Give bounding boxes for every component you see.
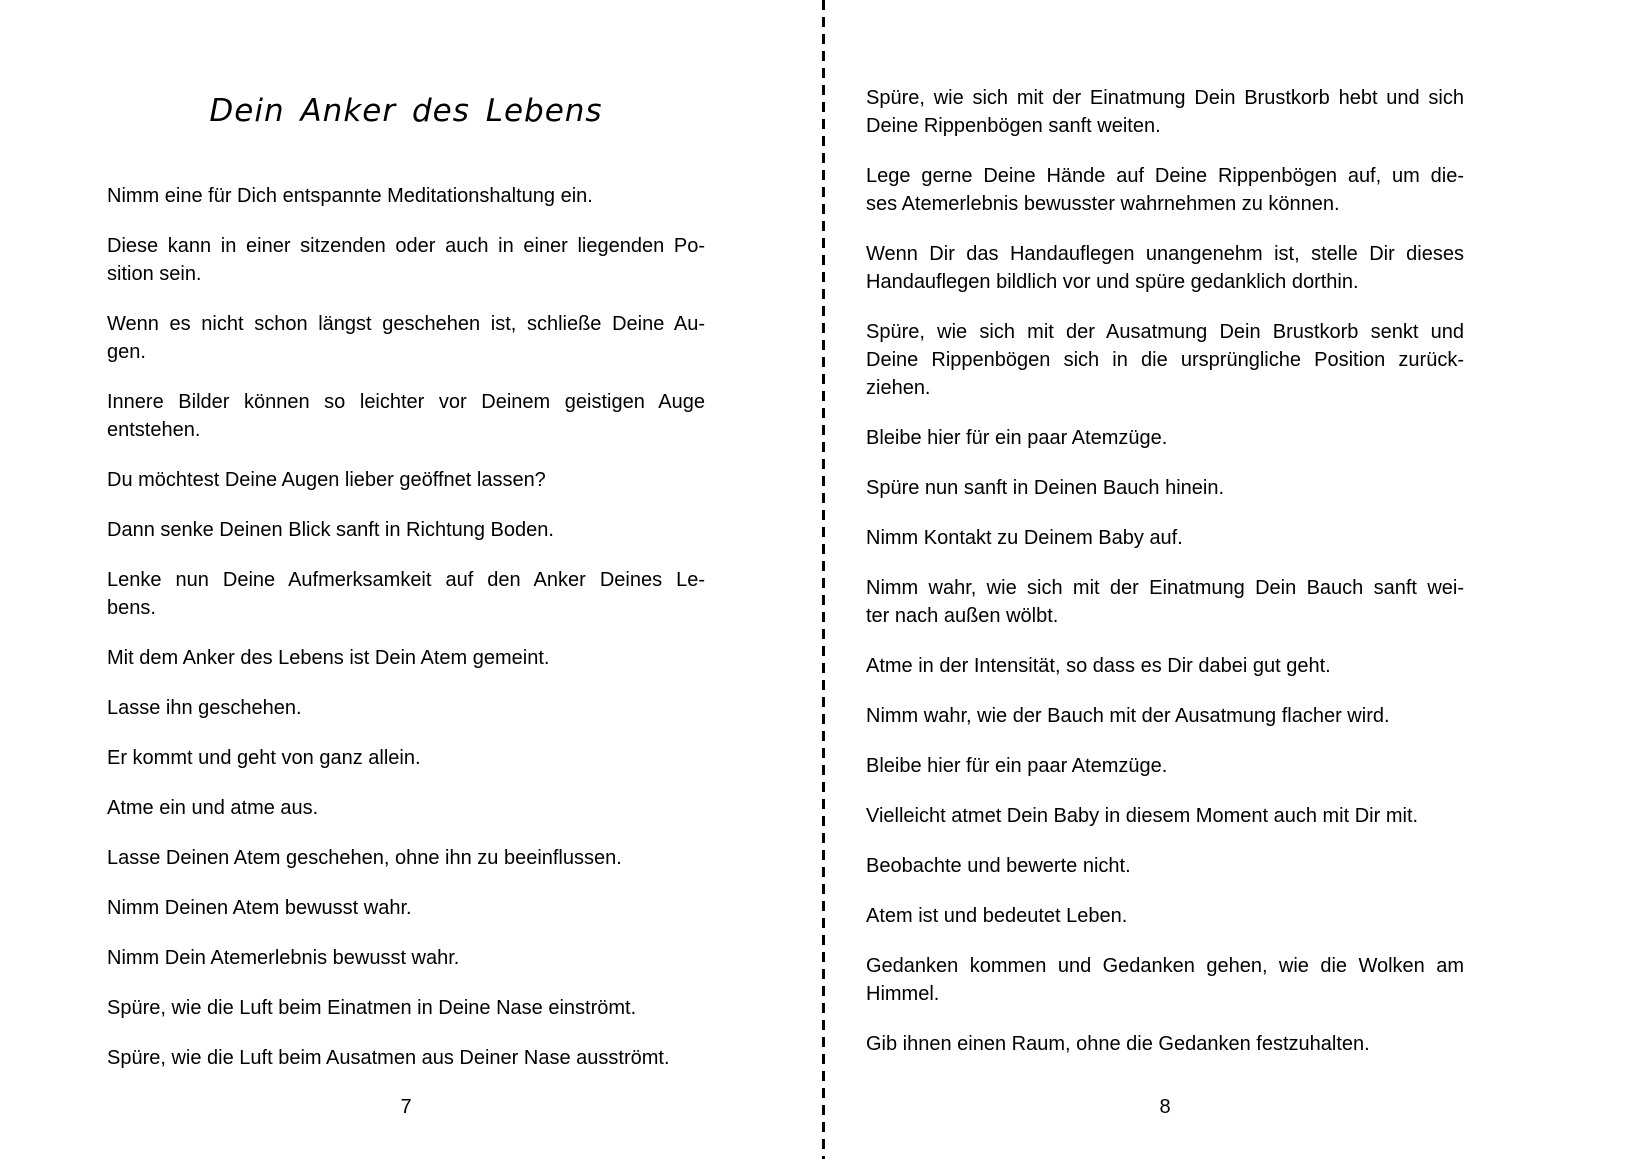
text-line: Wenn es nicht schon längst geschehen ist, schließe Deine Au- [107,313,705,335]
paragraph [866,162,1464,218]
text-line: entstehen. [107,419,201,441]
text-line: Nimm wahr, wie sich mit der Einatmung Dein Bauch sanft wei- [866,577,1464,599]
paragraph [866,1030,1464,1058]
text-line: Lasse ihn geschehen. [107,697,302,719]
text-line: Nimm eine für Dich entspannte Meditationshaltung ein. [107,185,593,207]
page-right-paragraphs [866,84,1464,1058]
text-line: Atem ist und bedeutet Leben. [866,905,1128,927]
text-line: Gedanken kommen und Gedanken gehen, wie die Wolken am [866,955,1464,977]
text-line: Diese kann in einer sitzenden oder auch in einer liegenden Po- [107,235,705,257]
paragraph [866,752,1464,780]
paragraph [866,84,1464,140]
text-line: Atme ein und atme aus. [107,797,319,819]
paragraph [866,702,1464,730]
text-line: Handauflegen bildlich vor und spüre gedanklich dorthin. [866,271,1359,293]
paragraph [107,794,705,822]
text-line: Wenn Dir das Handauflegen unangenehm ist, stelle Dir dieses [866,243,1464,265]
text-line: bens. [107,597,156,619]
text-line: sition sein. [107,263,202,285]
text-line: Beobachte und bewerte nicht. [866,855,1131,877]
text-line: Spüre, wie sich mit der Einatmung Dein Brustkorb hebt und sich [866,87,1464,109]
text-line: Deine Rippenbögen sich in die ursprüngliche Position zurück- [866,349,1464,371]
text-line: Himmel. [866,983,940,1005]
paragraph [866,902,1464,930]
text-line: ses Atemerlebnis bewusster wahrnehmen zu können. [866,193,1340,215]
page-left [107,88,705,1072]
page-divider-dashed-line [822,0,825,1159]
page-left-number: 7 [400,1096,412,1118]
paragraph [866,474,1464,502]
paragraph [107,894,705,922]
text-line: Vielleicht atmet Dein Baby in diesem Moment auch mit Dir mit. [866,805,1419,827]
text-line: Lege gerne Deine Hände auf Deine Rippenbögen auf, um die- [866,165,1464,187]
paragraph [107,744,705,772]
paragraph [107,844,705,872]
text-line: Dann senke Deinen Blick sanft in Richtung Boden. [107,519,554,541]
text-line: Bleibe hier für ein paar Atemzüge. [866,755,1168,777]
chapter-title: Dein Anker des Lebens [209,93,603,129]
text-line: Spüre nun sanft in Deinen Bauch hinein. [866,477,1225,499]
paragraph [107,182,705,210]
paragraph [107,388,705,444]
text-line: Spüre, wie die Luft beim Einatmen in Deine Nase einströmt. [107,997,637,1019]
paragraph [107,516,705,544]
paragraph [107,310,705,366]
text-line: Lasse Deinen Atem geschehen, ohne ihn zu beeinflussen. [107,847,622,869]
text-line: ziehen. [866,377,931,399]
text-line: Lenke nun Deine Aufmerksamkeit auf den Anker Deines Le- [107,569,705,591]
paragraph [866,652,1464,680]
paragraph [107,1044,705,1072]
text-line: Nimm Dein Atemerlebnis bewusst wahr. [107,947,460,969]
paragraph [866,424,1464,452]
text-line: Spüre, wie die Luft beim Ausatmen aus Deiner Nase ausströmt. [107,1047,670,1069]
paragraph [866,852,1464,880]
text-line: Gib ihnen einen Raum, ohne die Gedanken festzuhalten. [866,1033,1370,1055]
paragraph [107,644,705,672]
text-line: Innere Bilder können so leichter vor Deinem geistigen Auge [107,391,705,413]
text-line: Mit dem Anker des Lebens ist Dein Atem gemeint. [107,647,550,669]
text-line: Nimm wahr, wie der Bauch mit der Ausatmung flacher wird. [866,705,1390,727]
paragraph [866,524,1464,552]
text-line: Spüre, wie sich mit der Ausatmung Dein Brustkorb senkt und [866,321,1464,343]
text-line: Nimm Kontakt zu Deinem Baby auf. [866,527,1183,549]
page-right [866,84,1464,1058]
text-line: Nimm Deinen Atem bewusst wahr. [107,897,412,919]
text-line: Bleibe hier für ein paar Atemzüge. [866,427,1168,449]
text-line: Atme in der Intensität, so dass es Dir dabei gut geht. [866,655,1331,677]
text-line: Er kommt und geht von ganz allein. [107,747,421,769]
paragraph [107,566,705,622]
text-line: ter nach außen wölbt. [866,605,1059,627]
paragraph [866,802,1464,830]
paragraph [107,944,705,972]
page-left-paragraphs [107,182,705,1072]
page-right-number: 8 [1159,1096,1171,1118]
paragraph [866,952,1464,1008]
text-line: Deine Rippenbögen sanft weiten. [866,115,1161,137]
paragraph [107,994,705,1022]
paragraph [107,232,705,288]
paragraph [866,240,1464,296]
paragraph [107,694,705,722]
paragraph [107,466,705,494]
paragraph [866,574,1464,630]
text-line: Du möchtest Deine Augen lieber geöffnet lassen? [107,469,546,491]
paragraph [866,318,1464,402]
text-line: gen. [107,341,146,363]
